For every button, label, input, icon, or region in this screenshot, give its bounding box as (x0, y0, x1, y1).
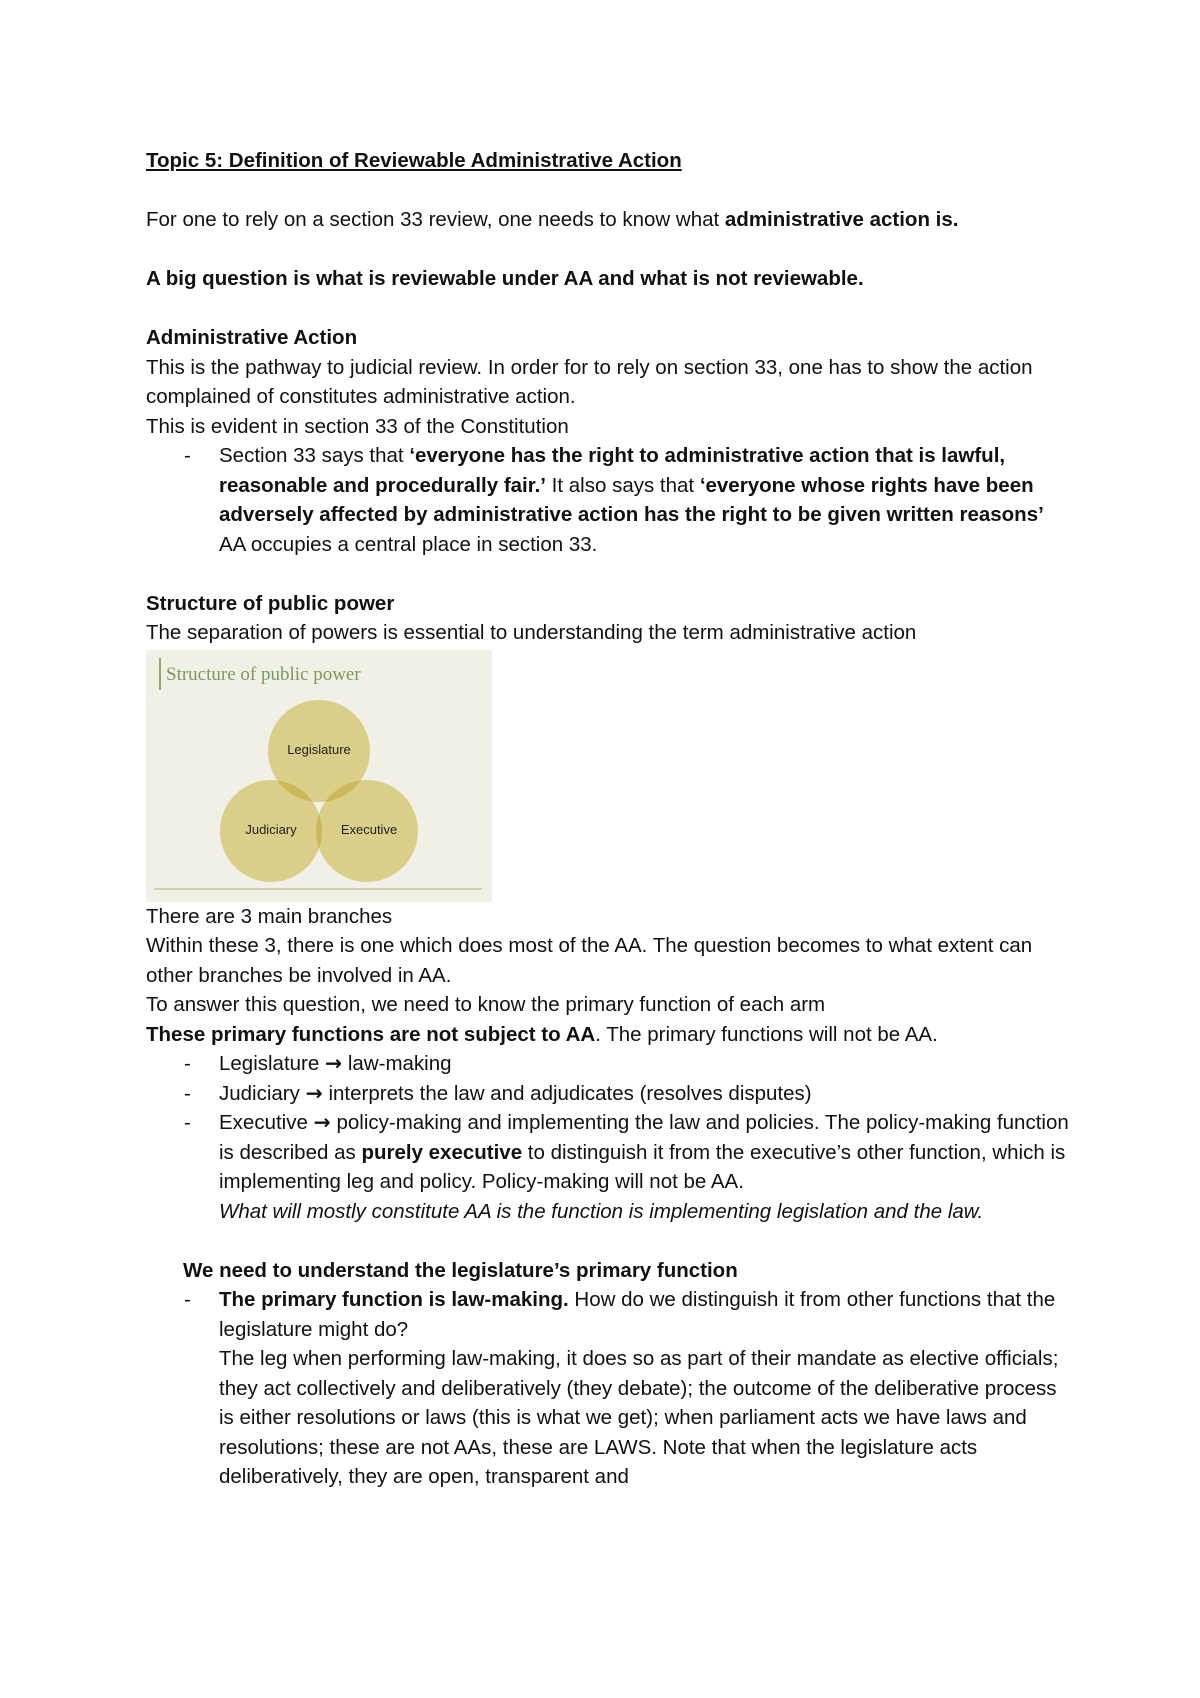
executive-note: What will mostly constitute AA is the function is implementing legislation and the law. (219, 1199, 984, 1223)
primary-functions-line: These primary functions are not subject to AA. The primary functions will not be AA. (146, 1022, 938, 1046)
admin-action-line2: This is evident in section 33 of the Constitution (146, 414, 569, 438)
arrow-icon: → (313, 1110, 331, 1134)
intro-paragraph: For one to rely on a section 33 review, one needs to know what administrative action is. (146, 208, 959, 231)
venn-svg (146, 650, 492, 902)
legislature-section (183, 1256, 1076, 1492)
document-page (146, 146, 1076, 1492)
section33-note: AA occupies a central place in section 33. (219, 532, 598, 556)
list-item: - Executive → policy-making and implementing the law and policies. The policy-making function is described as purely executive to distinguish it from the executive’s other function, which is implementing leg and policy. Policy-making will not be AA. What will mostly constitute AA is the function is implementing legislation and the law. (146, 1108, 1076, 1226)
legislature-paragraph: The leg when performing law-making, it does so as part of their mandate as elective officials; they act collectively and deliberatively (they debate); the outcome of the deliberative process is either resolutions or laws (this is what we get); when parliament acts we have laws and resolutions; these are not AAs, these are LAWS. Note that when the legislature acts deliberatively, they are open, transparent and (219, 1347, 1059, 1488)
admin-action-heading: Administrative Action (146, 326, 358, 349)
branches-question: Within these 3, there is one which does most of the AA. The question becomes to what extent can other branches be involved in AA. (146, 934, 1033, 987)
list-item: - Section 33 says that ‘everyone has the right to administrative action that is lawful, reasonable and procedurally fair.’ It also says that ‘everyone whose rights have been adversely affected by administrative action has the right to be given written reasons’ AA occupies a central place in section 33. (146, 441, 1076, 559)
legislature-heading: We need to understand the legislature’s primary function (183, 1258, 738, 1282)
admin-action-line1: This is the pathway to judicial review. In order for to rely on section 33, one has to show the action complained of constitutes administrative action. (146, 355, 1033, 408)
arrow-icon: → (324, 1051, 343, 1075)
structure-line1: The separation of powers is essential to understanding the term administrative action (146, 621, 917, 644)
list-item: - Legislature → law-making (146, 1049, 1076, 1079)
label-legislature: Legislature (287, 741, 351, 757)
venn-diagram (146, 650, 492, 902)
functions-list (146, 1049, 1076, 1226)
list-item: - Judiciary → interprets the law and adjudicates (resolves disputes) (146, 1079, 1076, 1109)
label-executive: Executive (340, 821, 398, 837)
branches-line: There are 3 main branches (146, 904, 393, 928)
page-title: Topic 5: Definition of Reviewable Administrative Action (146, 149, 682, 172)
list-item: - The primary function is law-making. How do we distinguish it from other functions that the legislature might do? The leg when performing law-making, it does so as part of their mandate as elective officials; they act collectively and deliberatively (they debate); the outcome of the deliberative process is either resolutions or laws (this is what we get); when parliament acts we have laws and resolutions; these are not AAs, these are LAWS. Note that when the legislature acts deliberatively, they are open, transparent and (183, 1285, 1076, 1492)
structure-heading: Structure of public power (146, 591, 395, 615)
arrow-icon: → (305, 1080, 323, 1105)
branches-answer: To answer this question, we need to know the primary function of each arm (146, 993, 826, 1016)
figure-title: Structure of public power (166, 663, 361, 685)
label-judiciary: Judiciary (245, 821, 297, 837)
section33-list (146, 441, 1076, 559)
intro-question: A big question is what is reviewable under AA and what is not reviewable. (146, 267, 864, 290)
legislature-list (183, 1285, 1076, 1492)
